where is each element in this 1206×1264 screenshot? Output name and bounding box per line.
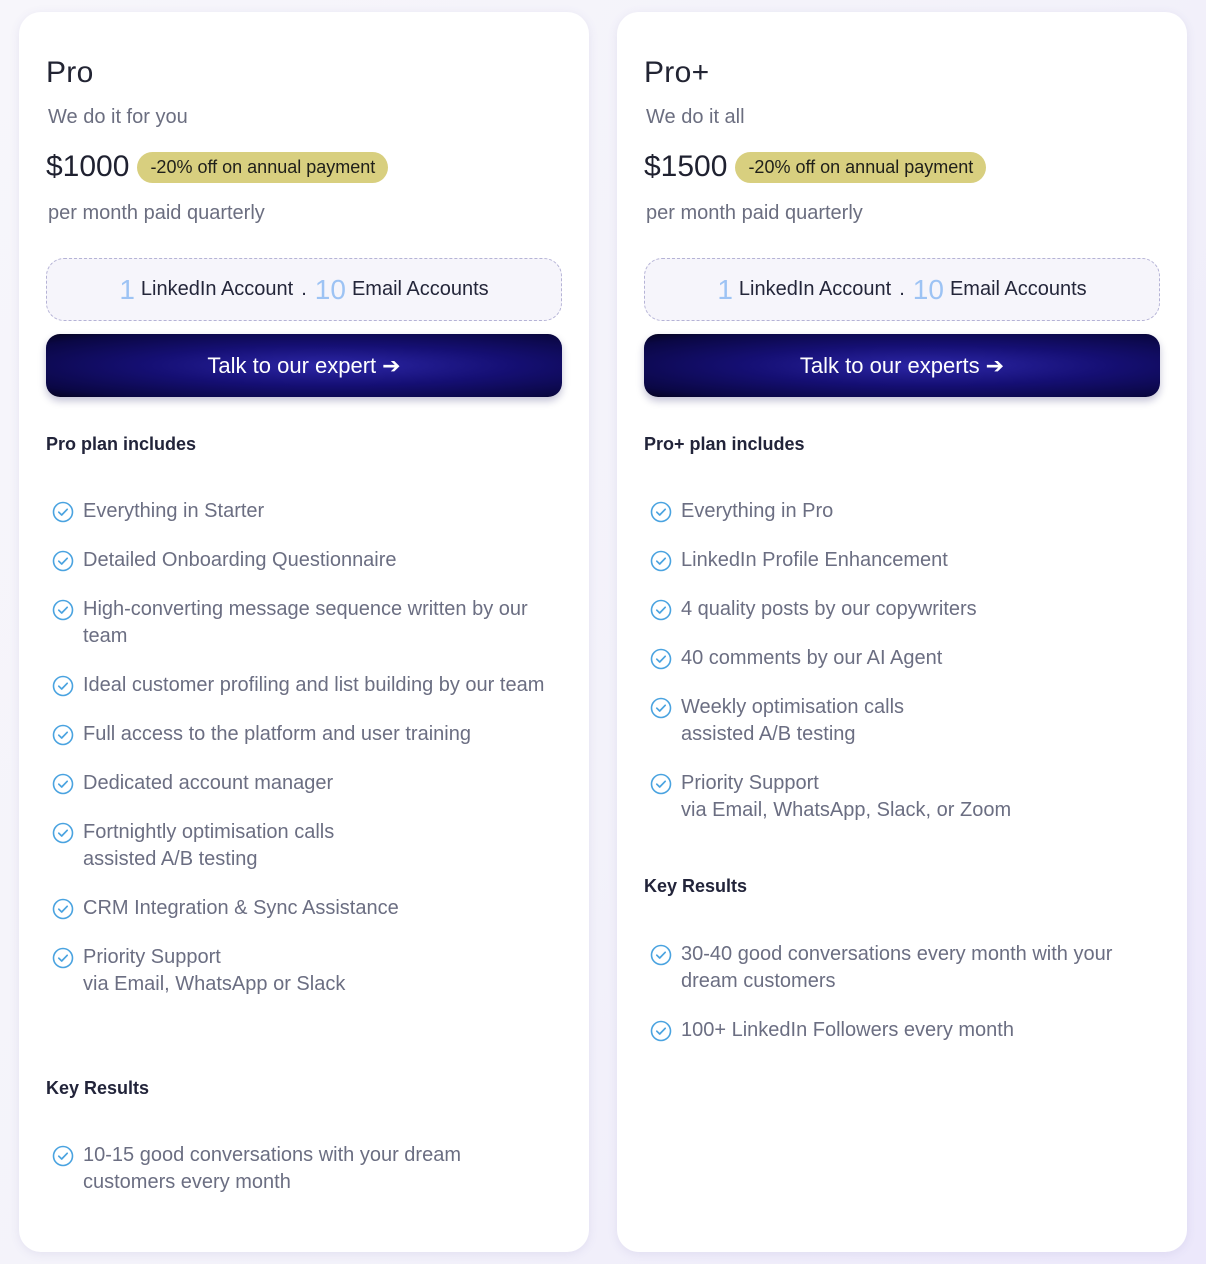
talk-to-experts-button[interactable] bbox=[644, 334, 1160, 397]
plan-price: $1500 bbox=[644, 150, 728, 183]
linkedin-label: LinkedIn Account bbox=[140, 278, 294, 300]
feature-item: High-converting message sequence written by our team bbox=[52, 596, 567, 650]
results-list bbox=[52, 1142, 567, 1218]
accounts-summary bbox=[46, 258, 562, 321]
feature-item: 4 quality posts by our copywriters bbox=[650, 596, 1165, 623]
check-circle-icon bbox=[52, 675, 74, 697]
arrow-right-icon: ➔ bbox=[382, 352, 401, 378]
check-circle-icon bbox=[650, 1020, 672, 1042]
feature-item: Detailed Onboarding Questionnaire bbox=[52, 547, 567, 574]
feature-item: 40 comments by our AI Agent bbox=[650, 645, 1165, 672]
accounts-separator: . bbox=[899, 278, 905, 300]
arrow-right-icon: ➔ bbox=[985, 352, 1005, 378]
check-circle-icon bbox=[52, 822, 74, 844]
linkedin-count: 1 bbox=[119, 273, 135, 305]
check-circle-icon bbox=[52, 898, 74, 920]
talk-to-expert-button[interactable] bbox=[46, 334, 562, 397]
pricing-card-pro-plus bbox=[617, 12, 1187, 1252]
plan-name: Pro+ bbox=[644, 56, 710, 89]
cta-label: Talk to our expert bbox=[207, 352, 377, 378]
check-circle-icon bbox=[52, 501, 74, 523]
key-results-title: Key Results bbox=[644, 876, 748, 896]
feature-item: Priority Support via Email, WhatsApp, Slack, or Zoom bbox=[650, 770, 1165, 824]
feature-item: Priority Support via Email, WhatsApp or Slack bbox=[52, 944, 567, 998]
check-circle-icon bbox=[52, 550, 74, 572]
result-item: 30-40 good conversations every month with your dream customers bbox=[650, 941, 1165, 995]
check-circle-icon bbox=[52, 724, 74, 746]
check-circle-icon bbox=[52, 599, 74, 621]
check-circle-icon bbox=[650, 599, 672, 621]
key-results-title: Key Results bbox=[46, 1078, 150, 1098]
feature-item: Dedicated account manager bbox=[52, 770, 567, 797]
check-circle-icon bbox=[650, 648, 672, 670]
feature-item: LinkedIn Profile Enhancement bbox=[650, 547, 1165, 574]
email-count: 10 bbox=[314, 273, 346, 305]
plan-price: $1000 bbox=[46, 150, 130, 183]
feature-item: Full access to the platform and user training bbox=[52, 721, 567, 748]
plan-tagline: We do it for you bbox=[48, 106, 188, 128]
linkedin-count: 1 bbox=[717, 273, 733, 305]
feature-item: Everything in Pro bbox=[650, 498, 1165, 525]
includes-title: Pro+ plan includes bbox=[644, 434, 805, 454]
billing-note: per month paid quarterly bbox=[48, 202, 265, 224]
check-circle-icon bbox=[650, 773, 672, 795]
results-list bbox=[650, 941, 1165, 1066]
cta-label: Talk to our experts bbox=[799, 352, 980, 378]
includes-title: Pro plan includes bbox=[46, 434, 197, 454]
check-circle-icon bbox=[52, 947, 74, 969]
plan-tagline: We do it all bbox=[646, 106, 745, 128]
feature-item: Ideal customer profiling and list building by our team bbox=[52, 672, 567, 699]
result-item: 100+ LinkedIn Followers every month bbox=[650, 1017, 1165, 1044]
accounts-summary bbox=[644, 258, 1160, 321]
feature-item: Everything in Starter bbox=[52, 498, 567, 525]
feature-list bbox=[52, 498, 567, 1020]
feature-list bbox=[650, 498, 1165, 846]
pricing-card-pro bbox=[19, 12, 589, 1252]
price-row bbox=[46, 150, 388, 184]
check-circle-icon bbox=[52, 773, 74, 795]
check-circle-icon bbox=[650, 501, 672, 523]
discount-badge: -20% off on annual payment bbox=[137, 152, 388, 183]
check-circle-icon bbox=[650, 697, 672, 719]
check-circle-icon bbox=[52, 1145, 74, 1167]
feature-item: Fortnightly optimisation calls assisted A/B testing bbox=[52, 819, 567, 873]
email-count: 10 bbox=[912, 273, 944, 305]
discount-badge: -20% off on annual payment bbox=[735, 152, 986, 183]
billing-note: per month paid quarterly bbox=[646, 202, 863, 224]
feature-item: CRM Integration & Sync Assistance bbox=[52, 895, 567, 922]
plan-name: Pro bbox=[46, 56, 94, 89]
price-row bbox=[644, 150, 986, 184]
email-label: Email Accounts bbox=[949, 278, 1087, 300]
accounts-separator: . bbox=[301, 278, 307, 300]
email-label: Email Accounts bbox=[351, 278, 489, 300]
result-item: 10-15 good conversations with your dream customers every month bbox=[52, 1142, 567, 1196]
check-circle-icon bbox=[650, 944, 672, 966]
check-circle-icon bbox=[650, 550, 672, 572]
feature-item: Weekly optimisation calls assisted A/B testing bbox=[650, 694, 1165, 748]
linkedin-label: LinkedIn Account bbox=[738, 278, 892, 300]
